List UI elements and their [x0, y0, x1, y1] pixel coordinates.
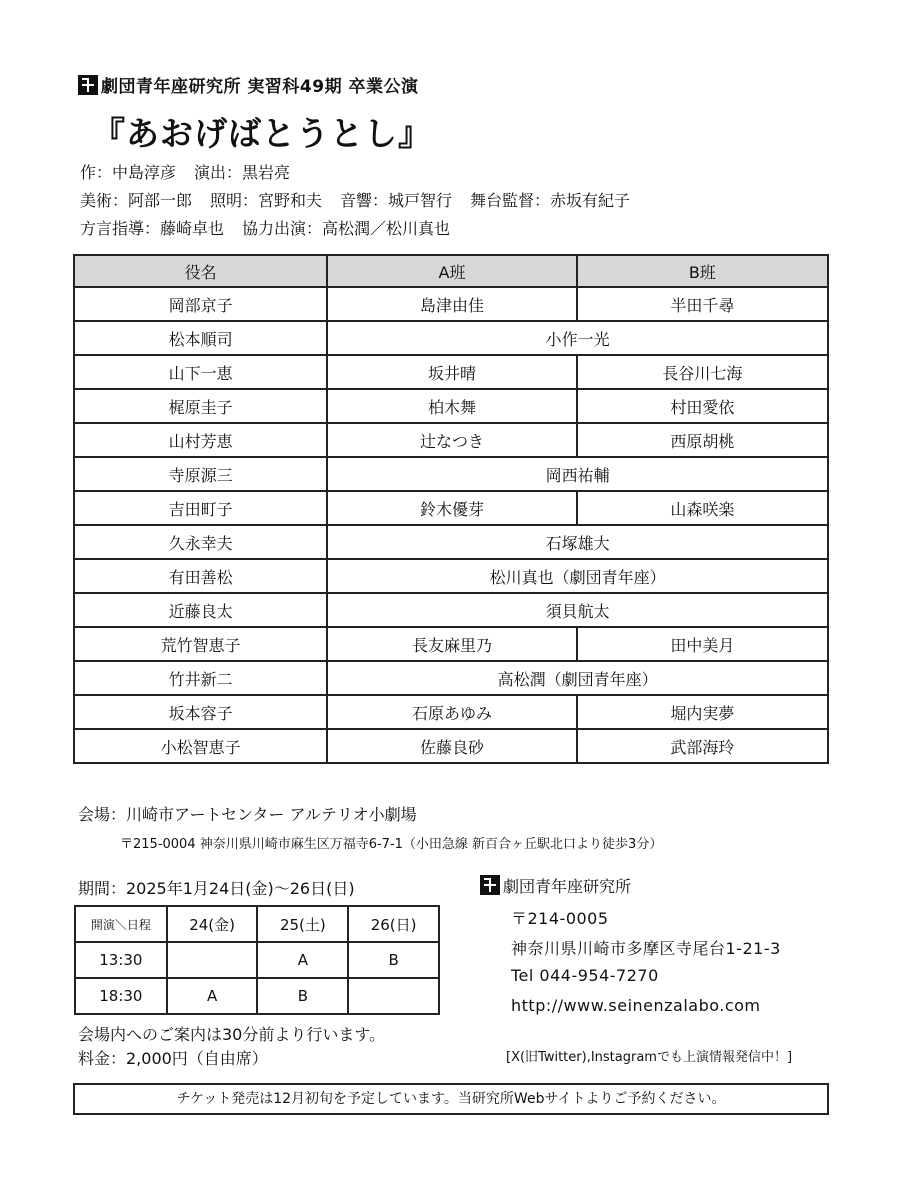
schedule-corner: 開演＼日程	[75, 906, 167, 942]
schedule-cell	[348, 978, 439, 1014]
lab-address: 神奈川県川崎市多摩区寺尾台1-21-3	[511, 939, 781, 958]
lab-name	[480, 874, 631, 897]
cast-actor-a: 坂井晴	[327, 355, 576, 389]
cast-row	[74, 287, 828, 321]
venue-address: 〒215-0004 神奈川県川崎市麻生区万福寺6-7-1（小田急線 新百合ヶ丘駅北口より徒歩3分）	[120, 837, 663, 852]
cast-role: 近藤良太	[74, 593, 327, 627]
credit-art: 美術：阿部一郎	[80, 191, 193, 210]
cast-actor-a: 鈴木優芽	[327, 491, 576, 525]
schedule-cell: A	[167, 978, 258, 1014]
credit-guest-cast: 協力出演：高松潤／松川真也	[242, 219, 451, 238]
seinenza-logo-icon	[480, 875, 500, 895]
cast-actor-both: 小作一光	[327, 321, 828, 355]
schedule-cell: A	[257, 942, 348, 978]
credit-sound: 音響：城戸智行	[340, 191, 453, 210]
cast-table-header	[74, 255, 828, 287]
cast-actor-a: 辻なつき	[327, 423, 576, 457]
cast-actor-both: 石塚雄大	[327, 525, 828, 559]
cast-role: 坂本容子	[74, 695, 327, 729]
cast-actor-a: 島津由佳	[327, 287, 576, 321]
cast-role: 吉田町子	[74, 491, 327, 525]
cast-role: 久永幸夫	[74, 525, 327, 559]
credits-line-2	[80, 188, 630, 211]
cast-row	[74, 389, 828, 423]
schedule-cell	[167, 942, 258, 978]
schedule-time: 13:30	[75, 942, 167, 978]
cast-actor-b: 堀内実夢	[577, 695, 828, 729]
cast-actor-both: 岡西祐輔	[327, 457, 828, 491]
cast-row	[74, 321, 828, 355]
schedule-cell: B	[348, 942, 439, 978]
cast-actor-a: 石原あゆみ	[327, 695, 576, 729]
schedule-header	[75, 906, 439, 942]
cast-row	[74, 593, 828, 627]
credits-line-3	[80, 216, 450, 239]
cast-row	[74, 661, 828, 695]
cast-actor-b: 武部海玲	[577, 729, 828, 763]
doors-note: 会場内へのご案内は30分前より行います。	[78, 1025, 386, 1044]
performance-period: 期間：2025年1月24日(金)〜26日(日)	[78, 879, 355, 898]
cast-actor-a: 柏木舞	[327, 389, 576, 423]
schedule-cell: B	[257, 978, 348, 1014]
cast-actor-both: 松川真也（劇団青年座）	[327, 559, 828, 593]
cast-actor-b: 半田千尋	[577, 287, 828, 321]
cast-role: 岡部京子	[74, 287, 327, 321]
cast-role: 山下一恵	[74, 355, 327, 389]
lab-tel: Tel 044-954-7270	[511, 966, 659, 985]
lab-name-text: 劇団青年座研究所	[503, 877, 632, 896]
lab-postal: 〒214-0005	[511, 909, 609, 928]
cast-role: 山村芳恵	[74, 423, 327, 457]
cast-row	[74, 355, 828, 389]
schedule-day: 26(日)	[348, 906, 439, 942]
cast-actor-b: 田中美月	[577, 627, 828, 661]
cast-actor-b: 村田愛依	[577, 389, 828, 423]
schedule-row	[75, 942, 439, 978]
cast-row	[74, 525, 828, 559]
header-role: 役名	[74, 255, 327, 287]
schedule-row	[75, 978, 439, 1014]
credits-line-1	[80, 160, 290, 183]
cast-actor-both: 須貝航太	[327, 593, 828, 627]
schedule-day: 25(土)	[257, 906, 348, 942]
credit-lighting: 照明：宮野和夫	[210, 191, 323, 210]
sns-note: [X(旧Twitter),Instagramでも上演情報発信中！]	[506, 1050, 793, 1065]
cast-actor-a: 佐藤良砂	[327, 729, 576, 763]
header-team-a: A班	[327, 255, 576, 287]
cast-row	[74, 695, 828, 729]
play-title: 『あおげばとうとし』	[92, 114, 432, 153]
credit-dialect-coach: 方言指導：藤崎卓也	[80, 219, 225, 238]
credit-director: 演出：黒岩亮	[194, 163, 291, 182]
org-header	[78, 72, 419, 97]
cast-row	[74, 457, 828, 491]
seinenza-logo-icon	[78, 75, 98, 95]
cast-role: 有田善松	[74, 559, 327, 593]
credit-playwright: 作：中島淳彦	[80, 163, 177, 182]
cast-role: 荒竹智恵子	[74, 627, 327, 661]
cast-row	[74, 559, 828, 593]
cast-role: 松本順司	[74, 321, 327, 355]
lab-url[interactable]: http://www.seinenzalabo.com	[511, 996, 761, 1015]
credit-stage-manager: 舞台監督：赤坂有紀子	[470, 191, 631, 210]
org-header-text: 劇団青年座研究所 実習科49期 卒業公演	[101, 77, 419, 97]
price-note: 料金：2,000円（自由席）	[78, 1049, 268, 1068]
cast-actor-a: 長友麻里乃	[327, 627, 576, 661]
cast-actor-b: 長谷川七海	[577, 355, 828, 389]
cast-role: 竹井新二	[74, 661, 327, 695]
schedule-day: 24(金)	[167, 906, 258, 942]
cast-table-body	[74, 287, 828, 763]
venue-name: 会場：川崎市アートセンター アルテリオ小劇場	[78, 805, 417, 824]
cast-actor-both: 高松潤（劇団青年座）	[327, 661, 828, 695]
cast-role: 寺原源三	[74, 457, 327, 491]
ticket-notice: チケット発売は12月初旬を予定しています。当研究所Webサイトよりご予約ください。	[73, 1083, 829, 1115]
cast-row	[74, 627, 828, 661]
schedule-time: 18:30	[75, 978, 167, 1014]
header-team-b: B班	[577, 255, 828, 287]
cast-actor-b: 西原胡桃	[577, 423, 828, 457]
cast-row	[74, 491, 828, 525]
cast-actor-b: 山森咲楽	[577, 491, 828, 525]
cast-row	[74, 423, 828, 457]
cast-table	[73, 254, 829, 764]
cast-row	[74, 729, 828, 763]
cast-role: 梶原圭子	[74, 389, 327, 423]
cast-role: 小松智恵子	[74, 729, 327, 763]
schedule-table	[74, 905, 440, 1015]
